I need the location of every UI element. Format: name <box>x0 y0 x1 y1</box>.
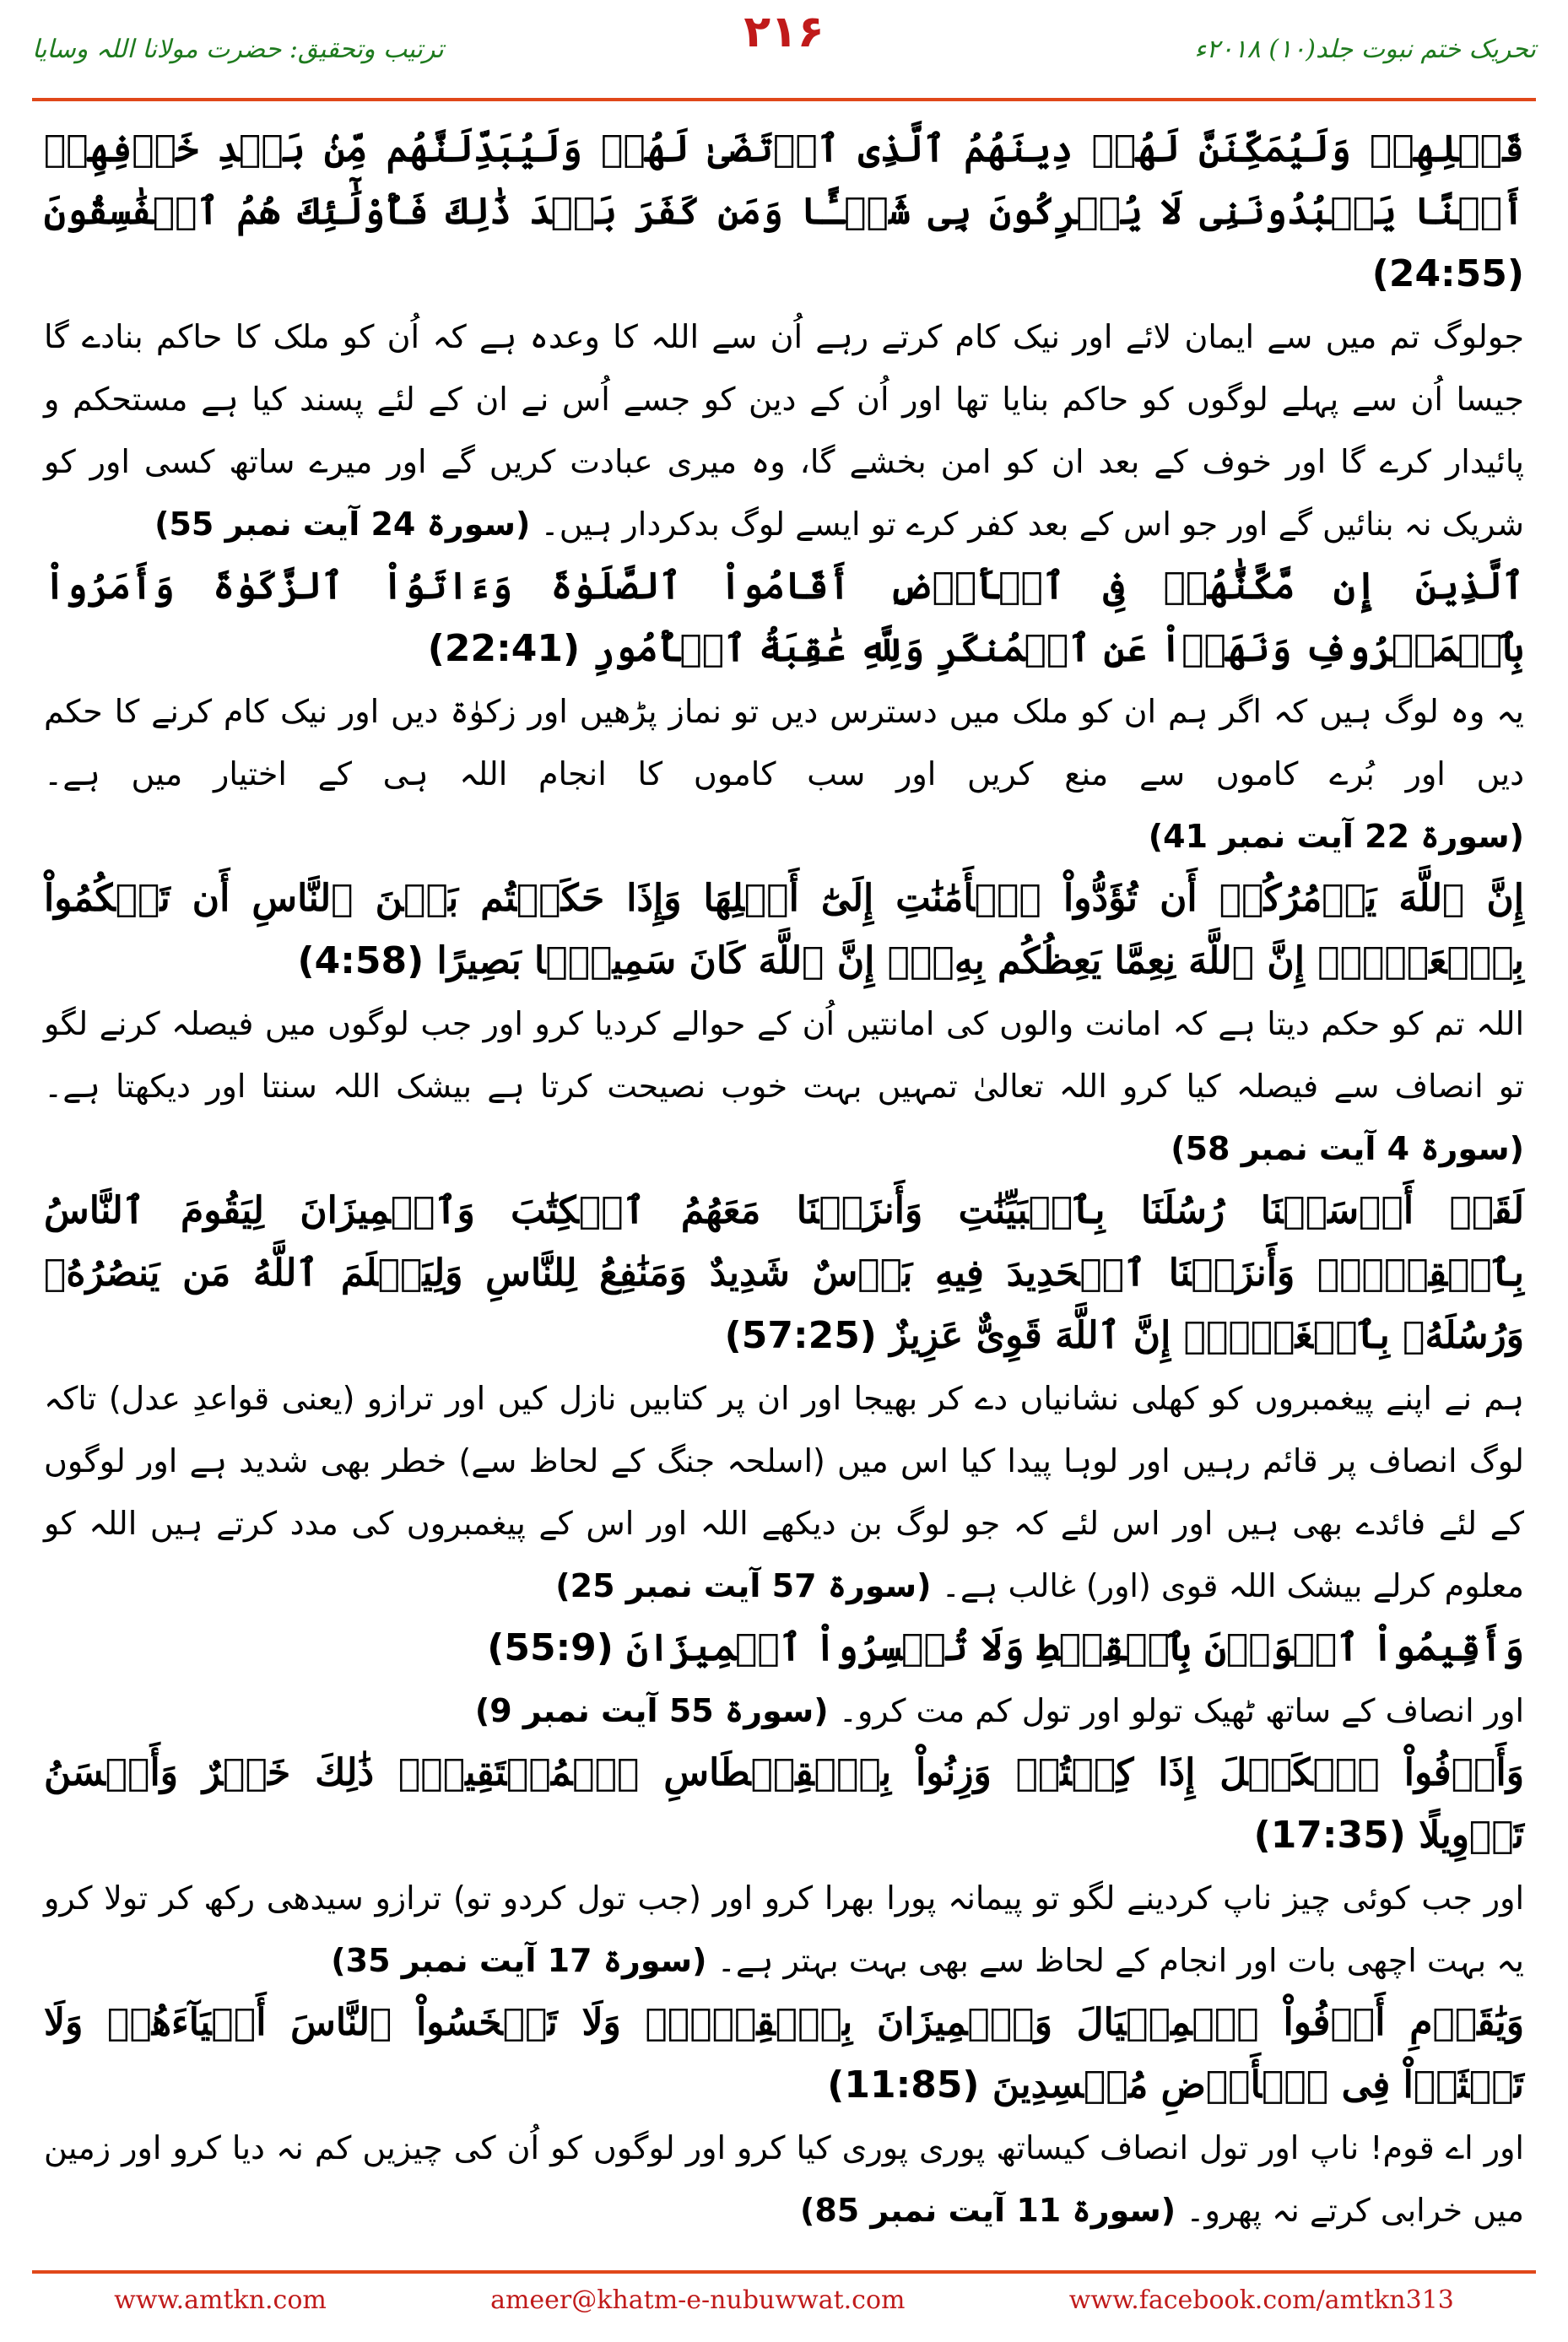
urdu-translation <box>44 993 1524 1180</box>
block-text: یہ وہ لوگ ہیں کہ اگر ہم ان کو ملک میں دسترس دیں تو نماز پڑھیں اور زکوٰۃ دیں اور نیک کام کرنے کا حکم دیں اور بُرے کاموں سے منع کریں اور سب کاموں کا انجام اللہ ہی کے اختیار میں ہے۔ <box>44 693 1524 792</box>
quran-verse <box>44 555 1524 680</box>
verse-reference: (سورۃ 55 آیت نمبر 9) <box>474 1692 829 1729</box>
block-text: إِنَّ ٱللَّهَ يَأۡمُرُكُمۡ أَن تُؤَدُّواْ ٱلۡأَمَٰنَٰتِ إِلَىٰٓ أَهۡلِهَا وَإِذَا حَكَمۡتُم بَيۡنَ ٱلنَّاسِ أَن تَحۡكُمُواْ بِٱلۡعَدۡلِۚ إِنَّ ٱللَّهَ نِعِمَّا يَعِظُكُم بِهِۦٓۗ إِنَّ ٱللَّهَ كَانَ سَمِيعَۢا بَصِيرًا <box>44 877 1524 982</box>
block-text: جولوگ تم میں سے ایمان لائے اور نیک کام کرتے رہے اُن سے اللہ کا وعدہ ہے کہ اُن کو ملک کا حاکم بنادے گا جیسا اُن سے پہلے لوگوں کو حاکم بنایا تھا اور اُن کے دین کو جسے اُس نے ان کے لئے پسند کیا ہے مستحکم و پائیدار کرے گا اور خوف کے بعد ان کو امن بخشے گا، وہ میری عبادت کریں گے اور میرے ساتھ کسی اور کو شریک نہ بنائیں گے اور جو اس کے بعد کفر کرے تو ایسے لوگ بدکردار ہیں۔ <box>44 318 1524 543</box>
block-text: وَيَٰقَوۡمِ أَوۡفُواْ ٱلۡمِكۡيَالَ وَٱلۡمِيزَانَ بِٱلۡقِسۡطِۖ وَلَا تَبۡخَسُواْ ٱلنَّاسَ أَشۡيَآءَهُمۡ وَلَا تَعۡثَوۡاْ فِى ٱلۡأَرۡضِ مُفۡسِدِينَ <box>44 2001 1525 2107</box>
verse-reference: (55:9) <box>487 1626 614 1669</box>
verse-reference: (سورۃ 24 آیت نمبر 55) <box>154 506 531 543</box>
facebook-link[interactable]: www.facebook.com/amtkn313 <box>1068 2285 1454 2315</box>
verse-reference: (57:25) <box>724 1314 877 1357</box>
email-link[interactable]: ameer@khatm-e-nubuwwat.com <box>490 2285 906 2315</box>
urdu-translation <box>44 680 1524 868</box>
block-text: اللہ تم کو حکم دیتا ہے کہ امانت والوں کی امانتیں اُن کے حوالے کردیا کرو اور جب لوگوں میں فیصلہ کرنے لگو تو انصاف سے فیصلہ کیا کرو اللہ تعالیٰ تمہیں بہت خوب نصیحت کرتا ہے بیشک اللہ سنتا اور دیکھتا ہے۔ <box>44 1005 1524 1105</box>
verse-reference: (سورۃ 57 آیت نمبر 25) <box>555 1567 932 1604</box>
verse-reference: (4:58) <box>297 939 424 982</box>
block-text: وَأَوۡفُواْ ٱلۡكَيۡلَ إِذَا كِلۡتُمۡ وَزِنُواْ بِٱلۡقِسۡطَاسِ ٱلۡمُسۡتَقِيمِۚ ذَٰلِكَ خَيۡرٌ وَأَحۡسَنُ تَأۡوِيلًا <box>44 1751 1524 1857</box>
verse-reference: (17:35) <box>1253 1814 1406 1857</box>
block-text: ٱلَّذِينَ إِن مَّكَّنَّٰهُمۡ فِى ٱلۡأَرۡضِ أَقَامُواْ ٱلصَّلَوٰةَ وَءَاتَوُاْ ٱلزَّكَوٰةَ وَأَمَرُواْ بِٱلۡمَعۡرُوفِ وَنَهَوۡاْ عَنِ ٱلۡمُنكَرِ وَلِلَّهِ عَٰقِبَةُ ٱلۡأُمُورِ <box>44 565 1524 670</box>
urdu-translation <box>44 1867 1524 1992</box>
block-text: اور انصاف کے ساتھ ٹھیک تولو اور تول کم مت کرو۔ <box>838 1692 1524 1729</box>
page-number: ۲۱۶ <box>743 7 825 57</box>
header-divider <box>32 98 1536 101</box>
quran-verse <box>44 1180 1524 1367</box>
verse-reference: (سورۃ 22 آیت نمبر 41) <box>1148 818 1524 855</box>
verse-reference: (11:85) <box>827 2063 980 2107</box>
urdu-translation <box>44 2117 1524 2242</box>
block-text: اور جب کوئی چیز ناپ کردینے لگو تو پیمانہ پورا بھرا کرو اور (جب تول کردو تو) ترازو سیدھی رکھ کر تولا کرو یہ بہت اچھی بات اور انجام کے لحاظ سے بھی بہت بہتر ہے۔ <box>44 1880 1524 1979</box>
quran-verse <box>44 1742 1524 1867</box>
block-text: قَبۡلِهِمۡ وَلَيُمَكِّنَنَّ لَهُمۡ دِينَهُمُ ٱلَّذِى ٱرۡتَضَىٰ لَهُمۡ وَلَيُبَدِّلَنَّهُم مِّنۢ بَعۡدِ خَوۡفِهِمۡ أَمۡنًا يَعۡبُدُونَنِى لَا يُشۡرِكُونَ بِى شَيۡـًٔا وَمَن كَفَرَ بَعۡدَ ذَٰلِكَ فَأُوْلَٰٓئِكَ هُمُ ٱلۡفَٰسِقُونَ <box>44 127 1524 233</box>
footer-divider <box>32 2270 1536 2274</box>
page-footer <box>32 2279 1536 2321</box>
urdu-translation <box>44 306 1524 555</box>
block-text: لَقَدۡ أَرۡسَلۡنَا رُسُلَنَا بِٱلۡبَيِّنَٰتِ وَأَنزَلۡنَا مَعَهُمُ ٱلۡكِتَٰبَ وَٱلۡمِيزَانَ لِيَقُومَ ٱلنَّاسُ بِٱلۡقِسۡطِۖ وَأَنزَلۡنَا ٱلۡحَدِيدَ فِيهِ بَأۡسٌ شَدِيدٌ وَمَنَٰفِعُ لِلنَّاسِ وَلِيَعۡلَمَ ٱللَّهُ مَن يَنصُرُهُۥ وَرُسُلَهُۥ بِٱلۡغَيۡبِۚ إِنَّ ٱللَّهَ قَوِىٌّ عَزِيزٌ <box>44 1189 1524 1357</box>
block-text: وَأَقِيمُواْ ٱلۡوَزۡنَ بِٱلۡقِسۡطِ وَلَا تُخۡسِرُواْ ٱلۡمِيزَانَ <box>626 1626 1524 1669</box>
block-text: اور اے قوم! ناپ اور تول انصاف کیساتھ پوری پوری کیا کرو اور لوگوں کو اُن کی چیزیں کم نہ دیا کرو اور زمین میں خرابی کرتے نہ پھرو۔ <box>44 2129 1524 2229</box>
verse-reference: (سورۃ 11 آیت نمبر 85) <box>799 2192 1176 2229</box>
block-text: ہم نے اپنے پیغمبروں کو کھلی نشانیاں دے کر بھیجا اور ان پر کتابیں نازل کیں اور ترازو (یعنی قواعدِ عدل) تاکہ لوگ انصاف پر قائم رہیں اور لوہا پیدا کیا اس میں (اسلحہ جنگ کے لحاظ سے) خطر بھی شدید ہے اور لوگوں کے لئے فائدے بھی ہیں اور اس لئے کہ جو لوگ بن دیکھے اللہ اور اس کے پیغمبروں کی مدد کرتے ہیں اللہ کو معلوم کرلے بیشک اللہ قوی (اور) غالب ہے۔ <box>44 1380 1524 1604</box>
website-link[interactable]: www.amtkn.com <box>114 2285 327 2315</box>
verse-reference: (سورۃ 17 آیت نمبر 35) <box>331 1942 707 1979</box>
quran-verse <box>44 118 1524 306</box>
quran-verse <box>44 1617 1524 1679</box>
verse-reference: (22:41) <box>427 627 581 670</box>
urdu-translation <box>44 1367 1524 1617</box>
verse-reference: (24:55) <box>1371 252 1524 295</box>
compiler-credit: ترتیب وتحقیق: حضرت مولانا اللہ وسایا <box>32 34 444 64</box>
quran-verse <box>44 868 1524 993</box>
verse-reference: (سورۃ 4 آیت نمبر 58) <box>1171 1130 1524 1167</box>
quran-verse <box>44 1992 1524 2117</box>
book-title: تحریک ختم نبوت جلد(۱۰) ۲۰۱۸ء <box>1194 34 1536 64</box>
urdu-translation <box>44 1679 1524 1742</box>
page-body <box>44 118 1525 2229</box>
